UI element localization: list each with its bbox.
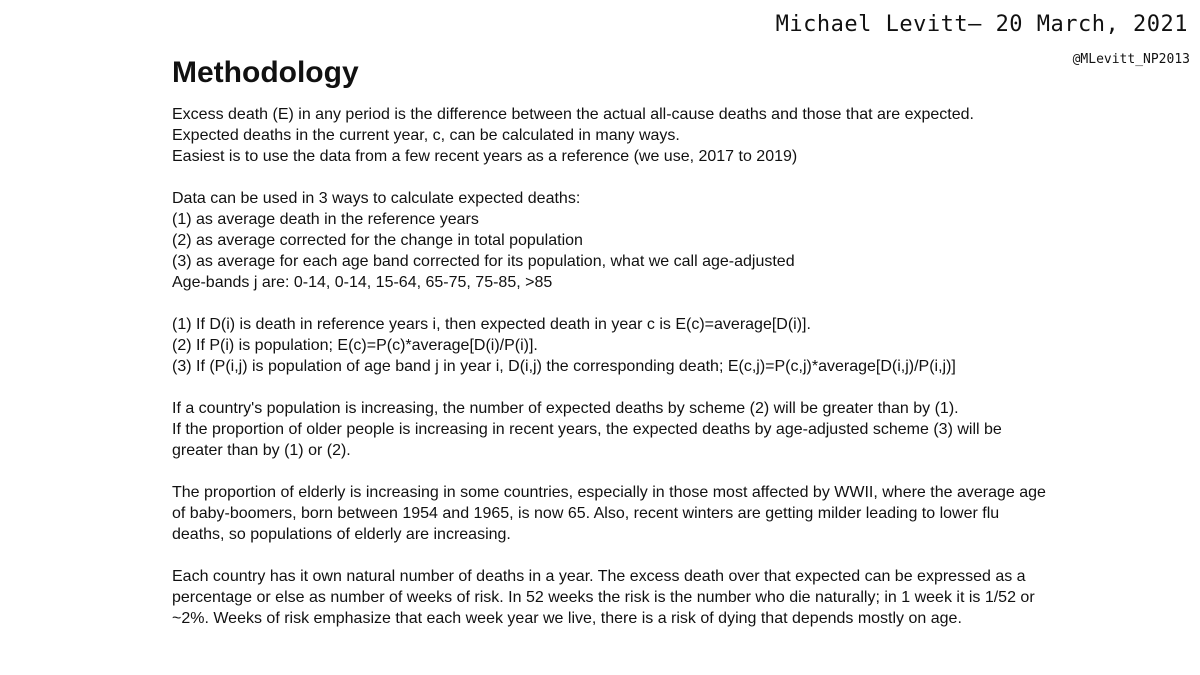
text-line: (3) as average for each age band corrected for its population, what we call age-adjusted — [172, 253, 795, 270]
text-line: (3) If (P(i,j) is population of age band j in year i, D(i,j) the corresponding death; E(c,j)=P(c,j)*average[D(i,j)/P(i,j)] — [172, 358, 956, 375]
text-line: Data can be used in 3 ways to calculate expected deaths: — [172, 190, 581, 207]
text-line: percentage or else as number of weeks of risk. In 52 weeks the risk is the number who die naturally; in 1 week it is 1/52 or — [172, 589, 1035, 606]
paragraph-excess-death-definition — [172, 104, 1072, 167]
twitter-handle: @MLevitt_NP2013 — [1072, 52, 1190, 67]
text-line: (2) as average corrected for the change in total population — [172, 232, 583, 249]
text-line: Each country has it own natural number of deaths in a year. The excess death over that expected can be expressed as a — [172, 568, 1026, 585]
text-line: (1) as average death in the reference years — [172, 211, 479, 228]
text-line: greater than by (1) or (2). — [172, 442, 351, 459]
text-line: Age-bands j are: 0-14, 0-14, 15-64, 65-75, 75-85, >85 — [172, 274, 553, 291]
text-line: The proportion of elderly is increasing in some countries, especially in those most affected by WWII, where the average age — [172, 484, 1046, 501]
methodology-body — [172, 104, 1072, 650]
paragraph-elderly-proportion — [172, 482, 1072, 545]
text-line: ~2%. Weeks of risk emphasize that each week year we live, there is a risk of dying that depends mostly on age. — [172, 610, 962, 627]
paragraph-calculation-ways — [172, 188, 1072, 293]
author-date: Michael Levitt— 20 March, 2021 — [775, 12, 1188, 37]
paragraph-weeks-of-risk — [172, 566, 1072, 629]
text-line: If a country's population is increasing, the number of expected deaths by scheme (2) will be greater than by (1). — [172, 400, 959, 417]
text-line: (2) If P(i) is population; E(c)=P(c)*average[D(i)/P(i)]. — [172, 337, 538, 354]
text-line: deaths, so populations of elderly are increasing. — [172, 526, 511, 543]
text-line: of baby-boomers, born between 1954 and 1965, is now 65. Also, recent winters are getting milder leading to lower flu — [172, 505, 1000, 522]
text-line: Easiest is to use the data from a few recent years as a reference (we use, 2017 to 2019) — [172, 148, 798, 165]
text-line: If the proportion of older people is increasing in recent years, the expected deaths by age-adjusted scheme (3) will be — [172, 421, 1002, 438]
text-line: Expected deaths in the current year, c, can be calculated in many ways. — [172, 127, 680, 144]
paragraph-formulas — [172, 314, 1072, 377]
paragraph-scheme-comparison — [172, 398, 1072, 461]
text-line: (1) If D(i) is death in reference years i, then expected death in year c is E(c)=average[D(i)]. — [172, 316, 811, 333]
page-title: Methodology — [172, 56, 359, 89]
text-line: Excess death (E) in any period is the difference between the actual all-cause deaths and those that are expected. — [172, 106, 974, 123]
